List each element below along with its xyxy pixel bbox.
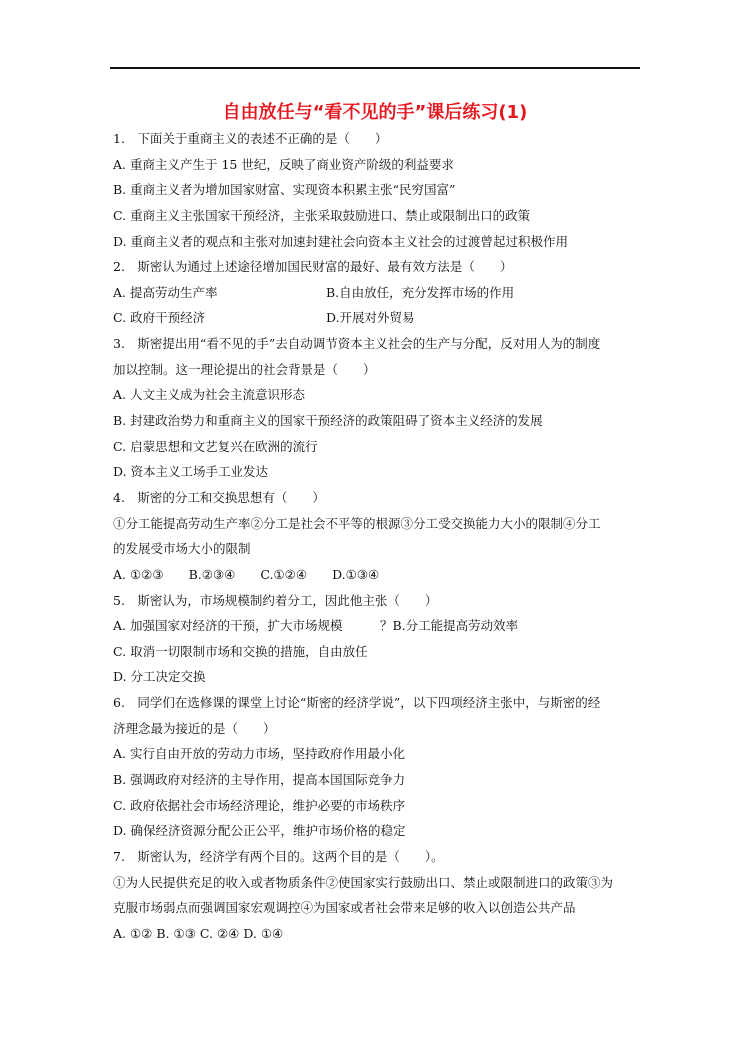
text-line: C. 政府依据社会市场经济理论，维护必要的市场秩序: [113, 797, 406, 813]
text-line: A. 加强国家对经济的干预，扩大市场规模 ？B.分工能提高劳动效率: [113, 618, 519, 634]
text-line: 济理念最为接近的是（ ）: [113, 720, 276, 736]
text-line: [113, 282, 653, 308]
text-line: ①分工能提高劳动生产率②分工是社会不平等的根源③分工受交换能力大小的限制④分工: [113, 515, 601, 531]
text-line: 加以控制。这一理论提出的社会背景是（ ）: [113, 361, 376, 377]
text-line: A. ①②③ B.②③④ C.①②④ D.①③④: [113, 566, 380, 582]
text-line: A. ①② B. ①③ C. ②④ D. ①④: [113, 925, 284, 941]
option-column: A. 提高劳动生产率: [113, 284, 218, 300]
text-line: B. 重商主义者为增加国家财富、实现资本积累主张“民穷国富”: [113, 182, 456, 198]
text-line: ①为人民提供充足的收入或者物质条件②使国家实行鼓励出口、禁止或限制进口的政策③为: [113, 874, 614, 890]
option-column: C. 政府干预经济: [113, 310, 206, 326]
text-line: 4. 斯密的分工和交换思想有（ ）: [113, 489, 325, 505]
option-column: B.自由放任，充分发挥市场的作用: [326, 284, 515, 300]
text-line: [113, 307, 653, 333]
text-line: D. 分工决定交换: [113, 669, 206, 685]
option-column: D.开展对外贸易: [326, 310, 415, 326]
text-line: B. 强调政府对经济的主导作用，提高本国国际竞争力: [113, 772, 406, 788]
text-line: 7. 斯密认为，经济学有两个目的。这两个目的是（ ）。: [113, 848, 444, 864]
text-line: C. 重商主义主张国家干预经济，主张采取鼓励进口、禁止或限制出口的政策: [113, 207, 531, 223]
text-line: 的发展受市场大小的限制: [113, 541, 251, 557]
exercise-body: [113, 128, 653, 949]
text-line: D. 重商主义者的观点和主张对加速封建社会向资本主义社会的过渡曾起过积极作用: [113, 233, 569, 249]
header-rule: [110, 67, 640, 69]
text-line: B. 封建政治势力和重商主义的国家干预经济的政策阻碍了资本主义经济的发展: [113, 413, 543, 429]
text-line: A. 人文主义成为社会主流意识形态: [113, 387, 305, 403]
text-line: D. 资本主义工场手工业发达: [113, 464, 269, 480]
text-line: 3. 斯密提出用“看不见的手”去自动调节资本主义社会的生产与分配，反对用人为的制度: [113, 336, 601, 352]
text-line: 1. 下面关于重商主义的表述不正确的是（ ）: [113, 131, 388, 146]
text-line: 6. 同学们在选修课的课堂上讨论“斯密的经济学说”，以下四项经济主张中，与斯密的经: [113, 695, 601, 711]
text-line: 2. 斯密认为通过上述途径增加国民财富的最好、最有效方法是（ ）: [113, 259, 513, 275]
text-line: D. 确保经济资源分配公正公平，维护市场价格的稳定: [113, 823, 406, 839]
page-title: 自由放任与“看不见的手”课后练习(1): [222, 102, 528, 123]
text-line: A. 重商主义产生于 15 世纪，反映了商业资产阶级的利益要求: [113, 156, 454, 172]
text-line: C. 取消一切限制市场和交换的措施，自由放任: [113, 643, 368, 659]
text-line: 5. 斯密认为，市场规模制约着分工，因此他主张（ ）: [113, 592, 438, 608]
text-line: C. 启蒙思想和文艺复兴在欧洲的流行: [113, 438, 318, 454]
text-line: 克服市场弱点而强调国家宏观调控④为国家或者社会带来足够的收入以创造公共产品: [113, 900, 576, 916]
text-line: A. 实行自由开放的劳动力市场，坚持政府作用最小化: [113, 746, 405, 762]
